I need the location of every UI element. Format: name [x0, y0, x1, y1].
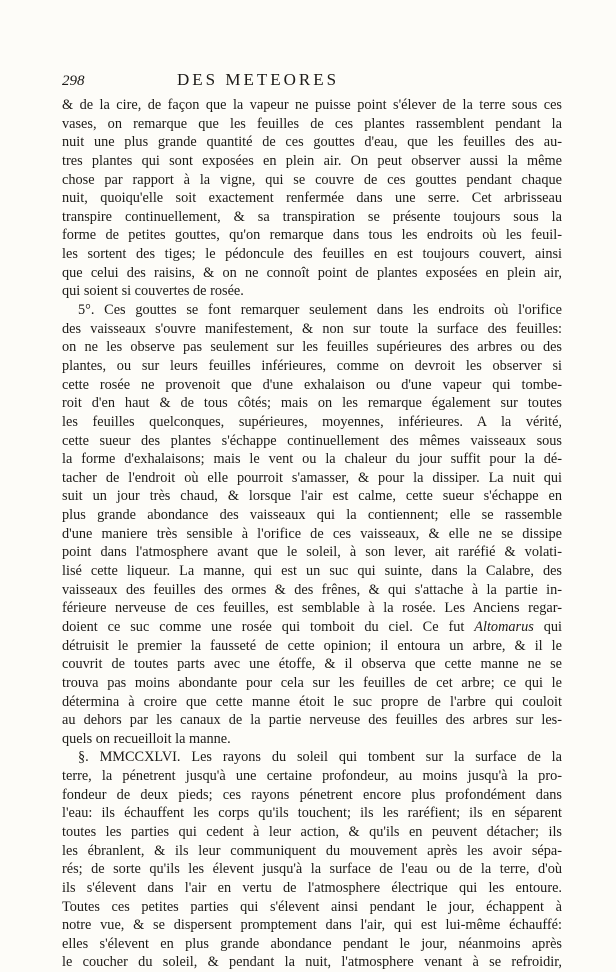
body-text: [62, 96, 562, 972]
text-line: tacher de l'endroit où elle pourroit s'amasser, & pour la dissiper. La nuit qui: [62, 469, 562, 486]
running-title: DES METEORES: [177, 70, 340, 89]
text-line: transpire continuellement, & sa transpiration se présente toujours sous la: [62, 208, 562, 225]
text-line: couvrit de toutes parts avec une étoffe, & il observa que cette manne ne se: [62, 656, 562, 673]
text-line: toutes les parties qui cedent à leur action, & qu'ils en peuvent détacher; ils: [62, 823, 562, 840]
text-line: roit d'en haut & de tous côtés; mais on les remarque également sur toutes: [62, 395, 562, 412]
text-line: les sortent des tiges; le pédoncule des feuilles en est toujours couvert, ainsi: [62, 246, 562, 263]
text-line: & de la cire, de façon que la vapeur ne puisse point s'élever de la terre sous ces: [62, 97, 562, 113]
text-line: terre, la pénetrent jusqu'à une certaine profondeur, au moins jusqu'à la pro-: [62, 768, 562, 785]
text-line: chose par rapport à la vigne, qui se couvre de ces gouttes pendant chaque: [62, 171, 562, 188]
text-line: férieure nerveuse de ces feuilles, est semblable à la rosée. Les Anciens regar-: [62, 600, 562, 617]
text-line: vaisseaux des feuilles des ormes & des frênes, & qui s'attache à la partie in-: [62, 581, 562, 598]
text-line: que celui des raisins, & on ne connoît point de plantes exposées en plein air,: [62, 264, 562, 281]
text-line: détruisit le premier la fausseté de cette opinion; il entoura un arbre, & il le: [62, 637, 562, 654]
page-number: 298: [62, 73, 85, 89]
italic-name: Altomarus: [474, 618, 534, 635]
text-line: d'une maniere très sensible à l'orifice de ces vaisseaux, & elle ne se dissipe: [62, 525, 562, 542]
text-line: Toutes ces petites parties qui s'élevent ainsi pendant le jour, échappent à: [62, 898, 562, 915]
text-line: nuit une plus grande quantité de ces gouttes d'eau, que les feuilles des au-: [62, 134, 562, 151]
text-line: cette rosée ne provenoit que d'une exhalaison ou d'une vapeur qui tombe-: [62, 376, 562, 393]
text-line: 5°. Ces gouttes se font remarquer seulement dans les endroits où l'orifice: [78, 302, 562, 319]
text-line: point dans l'atmosphere avant que le soleil, à son lever, ait raréfié & volati-: [62, 544, 562, 561]
text-line: les feuilles quelconques, supérieures, moyennes, inférieures. A la vérité,: [62, 413, 562, 430]
text-line: fondeur de deux pieds; ces rayons pénetrent encore plus profondément dans: [62, 786, 562, 803]
text-line: trouva pas moins abondante pour cela sur les feuilles de cet arbre; ce qui le: [62, 674, 562, 691]
text-line: qui soient si couvertes de rosée.: [62, 283, 244, 300]
text-line: doient ce suc comme une rosée qui tomboit du ciel. Ce fut Altomarus qui: [62, 618, 562, 635]
text-line: plantes, ou sur leurs feuilles inférieures, comme on devroit les observer si: [62, 357, 562, 374]
text-line: détermina à croire que cette manne étoit le suc propre de l'arbre qui couloit: [62, 693, 562, 710]
text-line: notre vue, & se dispersent promptement dans l'air, qui est lui-même échauffé:: [62, 917, 562, 934]
text-line: ils s'élevent dans l'air en vertu de l'atmosphere électrique qui les entoure.: [62, 879, 562, 896]
text-line: on ne les observe pas seulement sur les feuilles supérieures des arbres ou des: [62, 339, 562, 356]
text-line: cette sueur des plantes s'échappe continuellement des mêmes vaisseaux sous: [62, 432, 562, 449]
text-line: rés; de sorte qu'ils les élevent jusqu'à la surface de l'eau ou de la terre, d'où: [62, 861, 562, 878]
text-line: au dehors par les canaux de la partie nerveuse des feuilles des arbres sur les-: [62, 712, 562, 729]
text-line: vases, on remarque que les feuilles de ces plantes rassemblent pendant la: [62, 115, 562, 132]
text-line: nuit, quoiqu'elle soit exactement renfermée dans une serre. Cet arbrisseau: [62, 190, 562, 207]
text-line: elles s'élevent en plus grande abondance pendant le jour, néanmoins après: [62, 935, 562, 952]
text-line: quels on recueilloit la manne.: [62, 730, 231, 747]
text-line: le coucher du soleil, & pendant la nuit, l'atmosphere venant à se refroidir,: [62, 954, 562, 971]
text-line: des vaisseaux s'ouvre manifestement, & non sur toute la surface des feuilles:: [62, 320, 562, 337]
text-line: lisé cette liqueur. La manne, qui est un suc qui suinte, dans la Calabre, des: [62, 563, 562, 580]
text-line: suit un jour très chaud, & lorsque l'air est calme, cette sueur s'échappe en: [62, 488, 562, 505]
text-line: les ébranlent, & ils leur communiquent du mouvement après les avoir sépa-: [62, 842, 562, 859]
running-header: [62, 70, 562, 96]
page: [62, 70, 562, 972]
text-line: §. MMCCXLVI. Les rayons du soleil qui tombent sur la surface de la: [78, 749, 562, 766]
text-line: tres plantes qui sont exposées en plein air. On peut observer aussi la même: [62, 152, 562, 169]
text-line: plus grande abondance des vaisseaux qui la contiennent; elle se rassemble: [62, 507, 562, 524]
text-line: forme de petites gouttes, qu'on remarque dans tous les endroits où les feuil-: [62, 227, 562, 244]
text-line: l'eau: ils échauffent les corps qu'ils touchent; ils les raréfient; ils en séparent: [62, 805, 562, 822]
text-line: la forme d'exhalaisons; mais le vent ou la chaleur du jour suffit pour la dé-: [62, 451, 562, 468]
